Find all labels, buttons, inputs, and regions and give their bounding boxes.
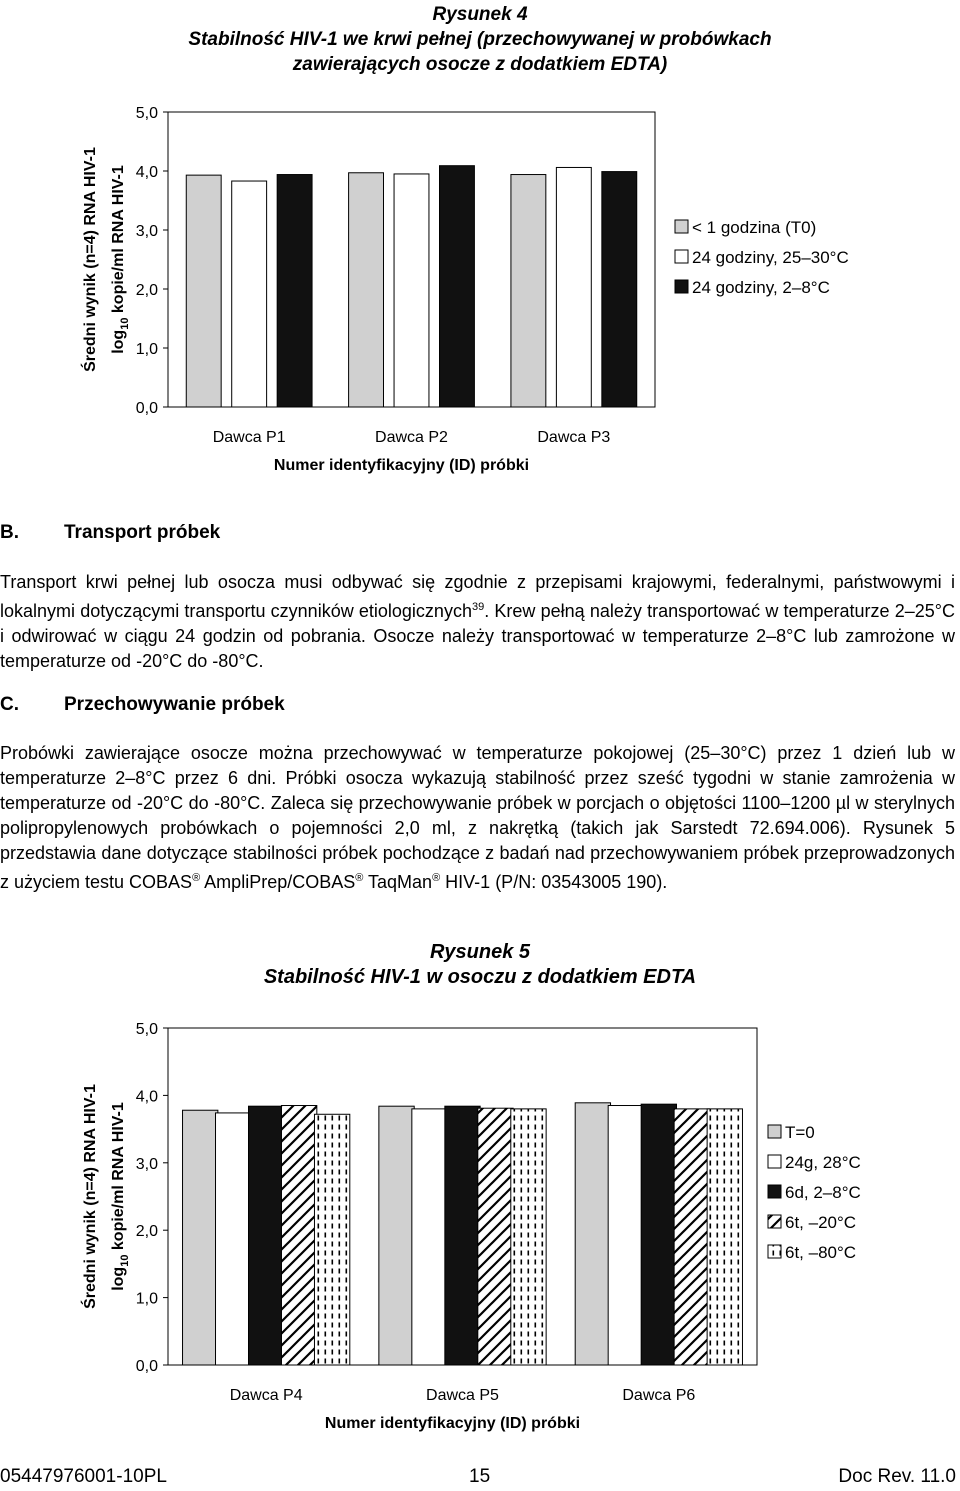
section-b-paragraph: Transport krwi pełnej lub osocza musi odbywać się zgodnie z przepisami krajowymi, federalnymi, państwowymi i lokalnymi dotyczącymi transportu czynników etiologicznych$^{39}$. Krew pełną należy transportować w temperaturze 2–25°C i odwirować w ciągu 24 godzin od pobrania. Osocze należy transportować w temperaturze 2–8°C lub zamrożone w temperaturze od -20°C do -80°C. <box>0 572 955 671</box>
legend-label-2: 24 godziny, 25–30°C <box>692 248 849 267</box>
y-axis-title-line2 <box>110 165 131 354</box>
x-category-label: Dawca P6 <box>622 1387 696 1404</box>
bar-3-1 <box>277 175 312 407</box>
bar-5-3 <box>707 1109 742 1365</box>
legend-swatch-2 <box>768 1155 781 1168</box>
section-c-heading <box>0 694 285 716</box>
y-tick-label: 4,0 <box>135 164 158 181</box>
y-tick-label: 1,0 <box>135 341 158 358</box>
bar-3-2 <box>440 166 475 407</box>
y-tick-label: 4,0 <box>135 1088 158 1106</box>
figure5-title <box>0 940 960 990</box>
section-b-title: Transport próbek <box>64 522 221 543</box>
y-axis-log-base: 10 <box>119 1254 131 1267</box>
x-axis-title: Numer identyfikacyjny (ID) próbki <box>273 457 530 474</box>
footer-revision: Doc Rev. 11.0 <box>838 1466 956 1487</box>
bar-5-2 <box>511 1109 546 1365</box>
footer-page-number: 15 <box>469 1466 491 1487</box>
y-tick-label: 0,0 <box>135 400 158 417</box>
bar-2-2 <box>412 1109 447 1365</box>
legend-swatch-3 <box>768 1185 781 1198</box>
legend-swatch-1 <box>768 1125 781 1138</box>
y-tick-label: 2,0 <box>135 1223 158 1241</box>
footnote-ref: 39 <box>471 601 485 613</box>
bar-4-2 <box>478 1108 513 1365</box>
footer-doc-number: 05447976001-10PL <box>0 1466 167 1487</box>
y-axis-title-line1: Średni wynik (n=4) RNA HIV-1 <box>82 1084 99 1309</box>
y-tick-label: 3,0 <box>135 1155 158 1173</box>
bar-3-3 <box>641 1104 676 1365</box>
bar-2-3 <box>556 167 591 407</box>
bar-1-1 <box>186 175 221 407</box>
legend-swatch-4 <box>768 1215 781 1228</box>
figure5-title-line2: Stabilność HIV-1 w osoczu z dodatkiem EDTA <box>263 966 697 988</box>
legend-label-3: 24 godziny, 2–8°C <box>692 278 830 297</box>
bar-1-3 <box>575 1103 610 1365</box>
bar-4-1 <box>281 1106 316 1365</box>
bar-3-2 <box>445 1106 480 1365</box>
figure4-title <box>0 2 960 77</box>
legend-swatch-3 <box>675 280 688 293</box>
legend-label-4: 6t, –20°C <box>785 1213 857 1232</box>
legend-swatch-5 <box>768 1245 781 1258</box>
x-axis-title: Numer identyfikacyjny (ID) próbki <box>324 1415 581 1432</box>
bar-2-3 <box>608 1106 643 1365</box>
registered-mark: ® <box>355 872 364 884</box>
x-category-label: Dawca P2 <box>375 429 448 446</box>
x-category-label: Dawca P4 <box>229 1387 303 1404</box>
bar-2-2 <box>394 174 429 407</box>
y-axis-units: kopie/ml RNA HIV-1 <box>110 165 127 318</box>
section-c-title: Przechowywanie próbek <box>64 694 285 715</box>
registered-mark: ® <box>192 872 201 884</box>
legend-swatch-1 <box>675 220 688 233</box>
section-c-paragraph: Probówki zawierające osocze można przechowywać w temperaturze pokojowej (25–30°C) przez 1 dzień lub w temperaturze 2–8°C przez 6 dni. Próbki osocza wykazują stabilność przez sześć tygodni w stanie zamrożenia w temperaturze od -20°C do -80°C. Zaleca się przechowywanie próbek w porcjach o objętości 1100–1200 µl w sterylnych polipropylenowych probówkach o pojemności 2,0 ml, z nakrętką (takich jak Sarstedt 72.694.006). Rysunek 5 przedstawia dane dotyczące stabilności próbek pochodzące z badań nad przechowywaniem próbek przeprowadzonych z użyciem testu COBAS® AmpliPrep/COBAS® TaqMan® HIV-1 (P/N: 03543005 190). <box>0 743 955 892</box>
x-category-label: Dawca P3 <box>537 429 611 446</box>
y-axis-title-line1: Średni wynik (n=4) RNA HIV-1 <box>82 147 99 372</box>
bar-1-2 <box>379 1106 414 1365</box>
bar-1-2 <box>349 173 384 407</box>
y-axis-units: kopie/ml RNA HIV-1 <box>110 1102 127 1255</box>
y-tick-label: 2,0 <box>135 282 158 299</box>
y-tick-label: 0,0 <box>135 1358 158 1375</box>
y-axis-log: log <box>110 1266 127 1291</box>
registered-mark: ® <box>432 872 441 884</box>
figure5-chart <box>0 1015 960 1435</box>
section-c-number: C. <box>0 694 19 715</box>
figure4-chart <box>0 95 960 480</box>
legend-swatch-2 <box>675 250 688 263</box>
figure4-title-line2: Stabilność HIV-1 we krwi pełnej (przechowywanej w probówkach <box>188 29 772 50</box>
legend-label-1: T=0 <box>785 1123 815 1142</box>
x-category-label: Dawca P1 <box>212 429 286 446</box>
bar-3-3 <box>602 172 637 407</box>
bar-1-3 <box>511 175 546 407</box>
legend-label-5: 6t, –80°C <box>785 1243 857 1262</box>
legend-label-2: 24g, 28°C <box>785 1153 861 1172</box>
section-b-heading <box>0 522 220 544</box>
legend-label-1: < 1 godzina (T0) <box>692 218 817 237</box>
figure4-title-line1: Rysunek 4 <box>432 4 528 25</box>
y-axis-title-line2 <box>110 1102 131 1291</box>
y-axis-log: log <box>110 329 127 354</box>
y-tick-label: 5,0 <box>135 1021 158 1038</box>
x-category-label: Dawca P5 <box>426 1387 499 1404</box>
legend-label-3: 6d, 2–8°C <box>785 1183 861 1202</box>
section-b-number: B. <box>0 522 19 543</box>
bar-4-3 <box>674 1109 709 1365</box>
y-tick-label: 3,0 <box>135 223 158 240</box>
bar-2-1 <box>232 181 267 407</box>
y-tick-label: 5,0 <box>135 105 158 122</box>
figure4-title-line3: zawierających osocze z dodatkiem EDTA) <box>292 54 668 75</box>
y-tick-label: 1,0 <box>135 1290 158 1308</box>
y-axis-log-base: 10 <box>119 317 131 330</box>
bar-2-1 <box>216 1113 251 1365</box>
bar-3-1 <box>248 1106 283 1365</box>
bar-1-1 <box>183 1110 218 1365</box>
figure5-title-line1: Rysunek 5 <box>429 941 531 963</box>
bar-5-1 <box>314 1114 349 1365</box>
